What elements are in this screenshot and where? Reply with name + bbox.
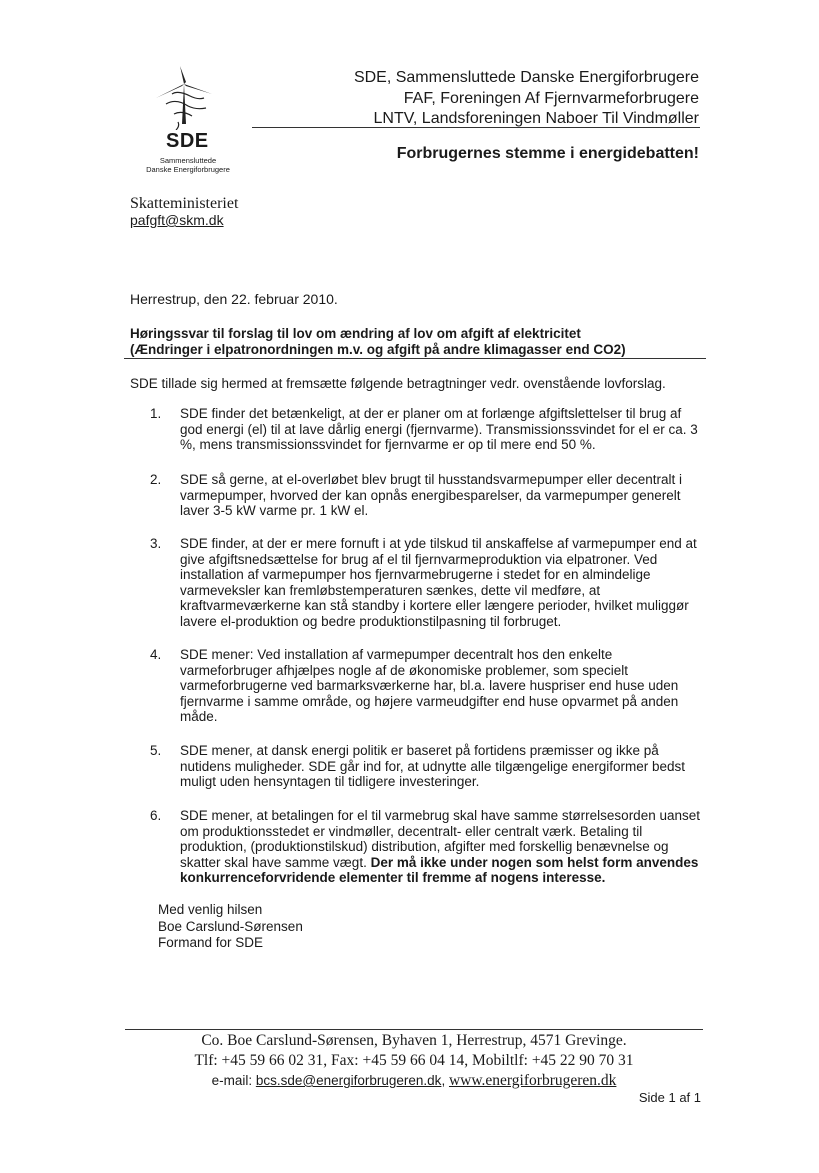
page-number: Side 1 af 1 [638,1090,701,1105]
item-emphasis: Der må ikke under nogen som helst form anvendes konkurrenceforvridende elementer til fremme af nogens interesse. [180,854,699,886]
logo-subtitle-1: Sammensluttede [159,156,217,165]
email-label: e-mail: [211,1073,253,1088]
item-number: 2. [150,472,162,487]
list-item [150,472,706,519]
subject-line-1: Høringssvar til forslag til lov om ændring af lov om afgift af elektricitet [130,326,581,341]
item-number: 4. [150,647,162,662]
item-number: 6. [150,808,162,823]
item-number: 1. [150,406,162,421]
email-link[interactable]: bcs.sde@energiforbrugeren.dk [255,1073,442,1088]
recipient-name: Skatteministeriet [130,195,239,212]
item-text: SDE mener: Ved installation af varmepumper decentralt hos den enkelte varmeforbruger afhjælpes nogle af de økonomiske problemer, som specielt varmeforbrugerne ved barmarksværkerne har, bl.a. lavere huspriser end huse uden fjernvarme i samme område, og højere varmeudgifter end huse opvarmet på anden måde. [180,647,679,725]
organisation-sde: SDE, Sammensluttede Danske Energiforbrugere [353,69,699,86]
signatory-name: Boe Carslund-Sørensen [158,918,303,934]
intro-paragraph: SDE tillade sig hermed at fremsætte følgende betragtninger vedr. ovenstående lovforslag. [130,376,666,391]
item-number: 5. [150,743,162,758]
letter-date: Herrestrup, den 22. februar 2010. [130,291,338,307]
list-item [150,743,706,790]
list-item [150,647,706,725]
closing-greeting: Med venlig hilsen [158,902,263,917]
item-text: SDE så gerne, at el-overløbet blev brugt til husstandsvarmepumper eller decentralt i varmepumper, hvorved der kan opnås energibesparelser, da varmepumper generelt laver 3-5 kW varme pr. 1 kW el. [180,472,682,519]
contact-separator: , [441,1073,446,1088]
letter-subject [130,326,704,357]
footer-address: Co. Boe Carslund-Sørensen, Byhaven 1, Herrestrup, 4571 Grevinge. [201,1032,627,1049]
organisation-lntv: LNTV, Landsforeningen Naboer Til Vindmøller [373,110,699,127]
website-link[interactable]: www.energiforbrugeren.dk [448,1072,617,1089]
logo-subtitle-2: Danske Energiforbrugere [146,165,230,174]
organisation-faf: FAF, Foreningen Af Fjernvarmeforbrugere [403,90,699,107]
item-number: 3. [150,536,162,551]
list-item [150,406,706,453]
item-text: SDE finder det betænkeligt, at der er planer om at forlænge afgiftslettelser til brug af god energi (el) til at lave dårlig energi (fjernvarme). Transmissionssvindet for el er ca. 3 %, mens transmissionssvindet for fjernvarme er op til mere end 50 %. [180,406,698,453]
footer-phones: Tlf: +45 59 66 02 31, Fax: +45 59 66 04 14, Mobiltlf: +45 22 90 70 31 [194,1052,634,1069]
recipient-email: pafgft@skm.dk [130,212,224,228]
footer-divider [125,1029,703,1030]
logo-name: SDE [166,130,209,152]
footer-contact [125,1072,703,1090]
item-text: SDE mener, at betalingen for el til varmebrug skal have samme størrelsesorden uanset om produktionsstedet er vindmøller, decentralt- eller centralt værk. Betaling til produktion, (produktionstilskud) distribution, afgifter med forskellig benævnelse og skatter skal have samme vægt. [180,808,700,870]
wind-turbine-icon [142,64,232,130]
subject-line-2: (Ændringer i elpatronordningen m.v. og afgift på andre klimagasser end CO2) [130,341,626,357]
subject-divider [124,358,706,359]
item-text-wrapper [180,808,706,886]
slogan: Forbrugernes stemme i energidebatten! [396,145,699,162]
signatory-title: Formand for SDE [158,935,264,950]
list-item [150,536,706,630]
list-item [150,808,706,886]
sde-logo [128,64,248,174]
item-text: SDE mener, at dansk energi politik er baseret på fortidens præmisser og ikke på nutidens muligheder. SDE går ind for, at udnytte alle tilgængelige energiformer bedst muligt uden hensyntagen til tidligere investeringer. [180,743,686,790]
header-divider [252,127,700,128]
closing-block [158,902,303,952]
item-text: SDE finder, at der er mere fornuft i at yde tilskud til anskaffelse af varmepumper end at give afgiftsnedsættelse for brug af el til fjernvarmeproduktion via elpatroner. Ved installation af varmepumper hos fjernvarmebrugerne i stedet for en almindelige varmeveksler kan fremløbstemperaturen sænkes, dette vil medføre, at kraftvarmeværkerne kan stå standby i kortere eller længere perioder, hvilket muliggør lavere el-produktion og bedre produktionstilpasning til forbruget. [180,536,697,629]
